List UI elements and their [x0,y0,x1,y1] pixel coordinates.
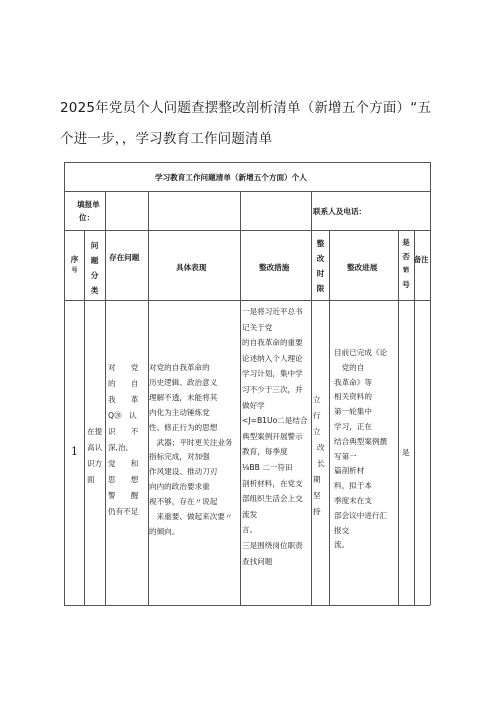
table-caption-divider [64,191,430,192]
title-line-2: 个进一步，，学习教育工作问题清单 [60,131,273,147]
table-right-border [430,162,431,605]
header-problem: 存在问题 [109,253,140,262]
col-divider-1 [84,230,85,605]
contact-label: 联系人及电话： [313,207,367,216]
header-done: 是 否 销 号 [402,238,410,289]
header-remark: 备注 [414,255,429,264]
col-divider-2 [105,191,106,605]
row-seq: 1 [71,445,78,458]
table-caption: 学习教育工作问题清单（新增五个方面）个人 [155,173,307,182]
header-progress: 整改进展 [347,263,378,272]
col-divider-8 [414,230,415,605]
header-detail: 具体表现 [176,263,207,272]
row-detail: 对党的自我革命的 历史逻辑、政治意义 理解不透，未能将其 内化为主动锤炼党 性、修正行为的思想 武器；平时更关注业务 指标完成，对加强 作风建设、推动刀刃 向内的政治要求重 视不够，存在〃说起 来重要、做起来次要〃 的倾向。 [149,363,233,536]
header-seq: 序 号 [70,255,79,274]
row-deadline: 立 行 立 改 长 期 坚 持 [313,395,325,516]
header-deadline: 整 改 时 限 [316,239,325,293]
title-line-1: 2025年党员个人问题查摆整改剖析清单（新增五个方面）“五 [60,100,432,116]
table-left-border [64,162,65,605]
table-bottom-border [64,605,430,606]
col-divider-4 [240,191,241,605]
row-measure: 一是将习近平总书 记关于党 的自我革命的重要 论述纳入个人理论 学习计划，集中学 习不少于三次，并 做好学 <J=B1Uo二是结合 典型案例开展警示 教育，每季度 ⅛BB 二一符田 剖析材料，在党支 部组织生活会上交 流发 言。 三是围绕岗位职责 查找问题 [242,307,308,566]
unit-label-line-1: 填报单 [77,200,100,209]
row-problem: 对 党 的 自 我 革 Q⑳ 认 识 不 深,治, 觉 和 思 想 警 醒 仍有不足 [108,363,139,516]
row-done: 是 [402,448,410,457]
col-divider-6 [329,230,330,605]
table-unit-divider [64,230,430,231]
row-progress: 目前已完成《论 党的自 我革命》等 相关资料的 第一轮集中 学习，正在 结合典型案例撰 写第一 篇剖析材 料，拟于本 季度末在支 部会议中进行汇 报交 流。 [334,348,388,550]
table-top-border [64,162,430,163]
document-title [60,93,460,155]
header-measure: 整改措施 [259,263,290,272]
row-category: 在提 高认 识方 面 [87,427,103,484]
header-category: 问 题 分 类 [90,241,99,295]
table-header-divider [64,300,430,301]
unit-label-line-2: 位： [79,213,95,222]
